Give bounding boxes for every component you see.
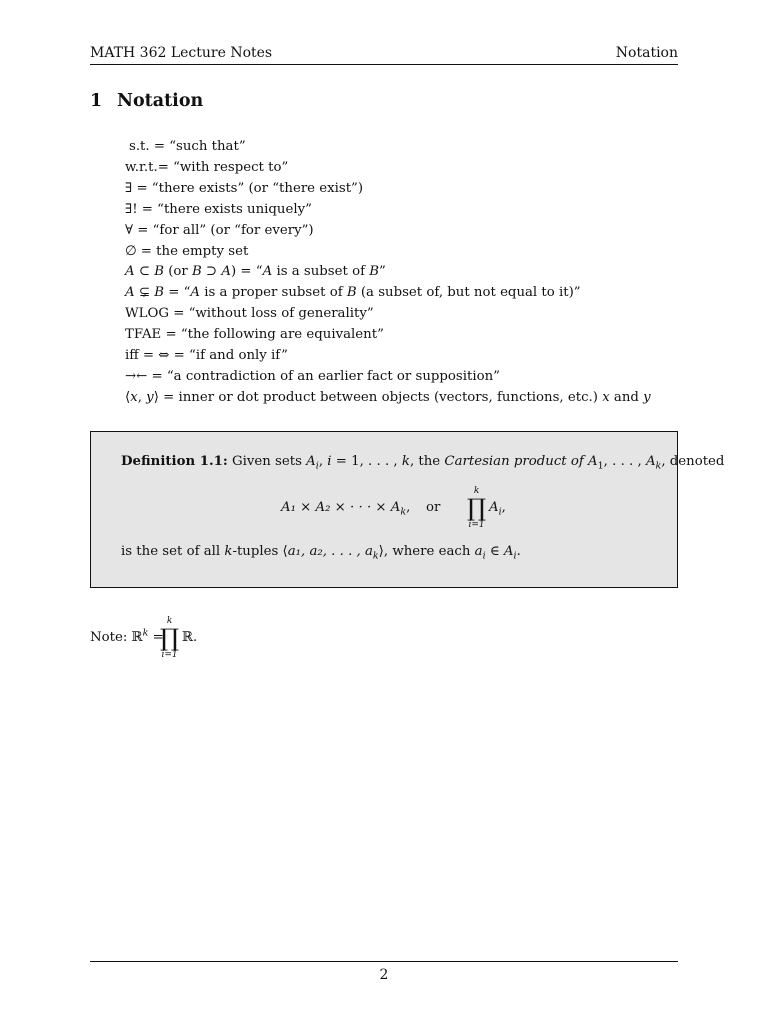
product-upper-limit: k [473,486,480,496]
notation-exists-unique: ∃! = “there exists uniquely” [125,201,312,217]
product-lower-limit: i=1 [468,520,485,530]
notation-contradiction: →← = “a contradiction of an earlier fact or supposition” [125,368,500,384]
notation-wlog: WLOG = “without loss of generality” [125,306,374,322]
notation-subset: A ⊂ B (or B ⊃ A) = “A is a subset of B” [125,264,386,280]
definition-box [90,431,725,588]
section-title: Notation [117,91,204,111]
note-product-symbol: ∏ [160,624,180,652]
notation-exists: ∃ = “there exists” (or “there exist”) [125,180,364,196]
page-number: 2 [379,967,389,983]
notation-wrt: w.r.t.= “with respect to” [125,159,289,175]
notation-list [125,137,685,409]
note-product-notation [160,616,179,660]
notation-proper-subset: A ⊊ B = “A is a proper subset of B (a subset of, but not equal to it)” [125,285,581,301]
notation-st: s.t. = “such that” [129,139,246,154]
note-term: ℝ. [182,630,198,645]
section-heading [90,90,203,112]
definition-statement: Definition 1.1: Given sets $A_i$, i = 1, . . . , k, the Cartesian product of $A_1$, . . . , $A_k$, denoted [121,454,725,472]
notation-inner-product: ⟨x, y⟩ = inner or dot product between objects (vectors, functions, etc.) x and y [125,389,651,405]
or-word: or [426,500,441,515]
header-section-title: Notation [615,45,678,61]
product-symbol: ∏ [467,494,487,522]
definition-label: Definition 1.1: [121,454,228,469]
notation-emptyset: ∅ = the empty set [125,243,249,259]
footer-rule [90,961,678,962]
product-term: $A_i$, [489,500,506,518]
header-rule [90,64,678,65]
notation-tfae: TFAE = “the following are equivalent” [125,327,384,343]
notation-iff: iff = ⇔ = “if and only if” [125,348,288,364]
notation-forall: ∀ = “for all” (or “for every”) [125,222,314,238]
product-notation [467,486,486,530]
definition-conclusion: is the set of all k-tuples ⟨a₁, a₂, . . . , $a_k⟩$, where each $a_i$ ∈ $A_i$. [121,544,521,562]
note-prefix: Note: ℝ$^k$ = [90,627,164,645]
header-course-title: MATH 362 Lecture Notes [90,45,273,61]
running-header [90,44,678,62]
cartesian-product-expression: A₁ × A₂ × · · · × $A_k$, [281,500,411,518]
note-product-lower-limit: i=1 [161,650,178,660]
section-number: 1 [90,91,103,111]
note-product-upper-limit: k [166,616,173,626]
